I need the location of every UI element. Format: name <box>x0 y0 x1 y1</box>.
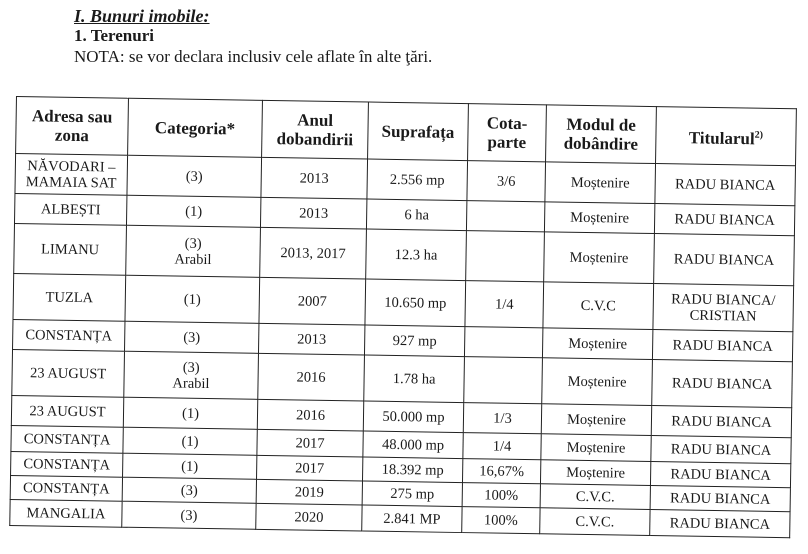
cell-share: 16,67% <box>462 459 540 484</box>
cell-category: (3) <box>127 155 262 197</box>
cell-mode: Moștenire <box>540 460 650 486</box>
cell-address: TUZLA <box>13 273 126 321</box>
cell-owner: RADU BIANCA <box>651 436 791 464</box>
cell-address: LIMANU <box>14 223 127 275</box>
cell-share <box>464 357 543 404</box>
cell-category: (3) <box>122 501 256 529</box>
cell-share: 100% <box>462 483 540 508</box>
column-header-area: Suprafața <box>368 102 469 161</box>
cell-owner: RADU BIANCA <box>654 234 795 286</box>
cell-year: 2017 <box>257 429 363 457</box>
cell-mode: C.V.C. <box>540 484 650 510</box>
cell-address: MANGALIA <box>10 499 122 527</box>
section-title: I. Bunuri imobile: <box>74 6 210 26</box>
cell-mode: Moștenire <box>542 358 653 406</box>
cell-address: NĂVODARI – MAMAIA SAT <box>15 154 128 196</box>
cell-mode: Moștenire <box>541 404 651 436</box>
cell-address: 23 AUGUST <box>11 395 123 427</box>
column-header-share: Cota-parte <box>468 104 547 162</box>
cell-address: ALBEȘTI <box>14 193 126 225</box>
cell-share <box>464 327 542 358</box>
column-header-owner: Titularul$^{2)}$ <box>656 107 797 166</box>
cell-address: CONSTANȚA <box>11 451 123 477</box>
cell-share <box>466 231 545 282</box>
cell-category: (3) Arabil <box>126 225 261 277</box>
cell-year: 2020 <box>256 503 362 531</box>
column-header-year: Anul dobandirii <box>262 100 369 159</box>
cell-owner: RADU BIANCA <box>651 406 791 438</box>
cell-year: 2013 <box>261 157 368 199</box>
cell-share: 100% <box>462 507 540 534</box>
cell-category: (1) <box>123 453 257 479</box>
note-text: NOTA: se vor declara inclusiv cele aflate în alte ţări. <box>74 47 433 66</box>
cell-area: 6 ha <box>366 199 466 231</box>
cell-owner: RADU BIANCA <box>655 164 796 206</box>
cell-area: 1.78 ha <box>364 355 465 403</box>
cell-area: 2.556 mp <box>367 159 468 201</box>
cell-share: 3/6 <box>467 161 546 202</box>
cell-address: CONSTANȚA <box>11 425 123 453</box>
cell-year: 2019 <box>256 479 362 505</box>
cell-owner: RADU BIANCA <box>650 462 790 488</box>
cell-area: 10.650 mp <box>365 279 466 327</box>
subsection-title: 1. Terenuri <box>74 26 154 45</box>
cell-address: CONSTANȚA <box>13 319 125 351</box>
cell-share: 1/4 <box>463 433 541 460</box>
cell-mode: Moștenire <box>542 328 652 360</box>
cell-category: (1) <box>123 427 257 455</box>
cell-address: 23 AUGUST <box>12 349 125 397</box>
cell-area: 48.000 mp <box>363 431 463 459</box>
cell-owner: RADU BIANCA <box>650 486 790 512</box>
cell-owner: RADU BIANCA <box>650 510 790 538</box>
cell-area: 927 mp <box>364 325 464 357</box>
cell-address: CONSTANȚA <box>10 475 122 501</box>
column-header-address: Adresa sau zona <box>16 97 129 156</box>
cell-owner: RADU BIANCA <box>654 204 794 236</box>
cell-area: 275 mp <box>362 481 462 507</box>
cell-year: 2013 <box>258 323 364 355</box>
column-header-mode: Modul de dobândire <box>546 105 657 164</box>
cell-owner: RADU BIANCA <box>652 330 792 362</box>
cell-category: (1) <box>123 397 257 429</box>
cell-year: 2016 <box>257 399 363 431</box>
cell-area: 2.841 MP <box>362 505 462 533</box>
cell-share: 1/3 <box>463 403 541 434</box>
cell-year: 2013, 2017 <box>260 227 367 279</box>
cell-mode: Moștenire <box>545 162 656 204</box>
cell-year: 2013 <box>260 197 366 229</box>
land-assets-table <box>9 96 797 538</box>
cell-mode: Moștenire <box>541 434 651 462</box>
cell-year: 2017 <box>257 455 363 481</box>
cell-mode: Moștenire <box>544 232 655 284</box>
cell-category: (3) Arabil <box>124 351 259 399</box>
cell-category: (3) <box>122 477 256 503</box>
cell-mode: C.V.C. <box>540 508 650 536</box>
cell-category: (3) <box>125 321 259 353</box>
cell-owner: RADU BIANCA <box>652 360 793 408</box>
cell-owner: RADU BIANCA/ CRISTIAN <box>653 284 794 332</box>
cell-share <box>466 201 544 232</box>
document-header <box>74 6 432 68</box>
cell-mode: Moștenire <box>544 202 654 234</box>
cell-category: (1) <box>126 195 260 227</box>
cell-category: (1) <box>125 275 260 323</box>
cell-area: 18.392 mp <box>362 457 462 483</box>
column-header-category: Categoria* <box>128 98 263 157</box>
cell-share: 1/4 <box>465 281 544 328</box>
cell-area: 12.3 ha <box>366 229 467 281</box>
cell-mode: C.V.C <box>543 282 654 330</box>
cell-year: 2007 <box>259 277 366 325</box>
cell-year: 2016 <box>258 353 365 401</box>
cell-area: 50.000 mp <box>363 401 463 433</box>
table-body <box>10 154 796 538</box>
